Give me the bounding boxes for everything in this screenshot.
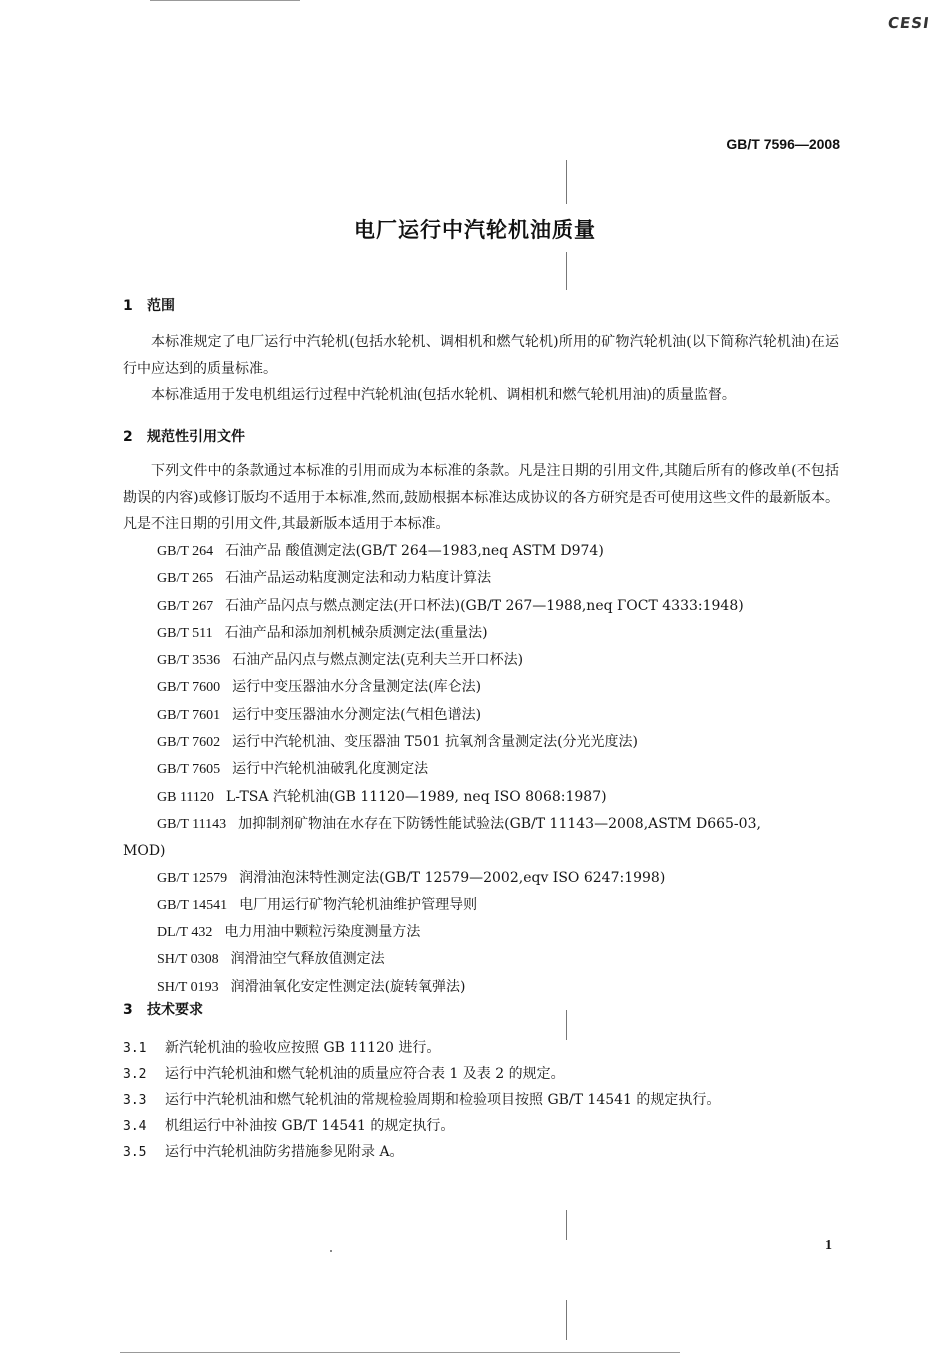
reference-title: 润滑油泡沫特性测定法(GB/T 12579—2002,eqv ISO 6247:1998) — [239, 869, 666, 886]
corner-logo: CESI — [887, 14, 932, 32]
reference-code: GB/T 264 — [157, 544, 214, 559]
scan-edge-bottom — [120, 1352, 680, 1353]
scan-speck — [330, 1250, 332, 1252]
reference-item — [123, 538, 839, 565]
reference-item — [123, 565, 839, 592]
reference-item — [123, 620, 839, 647]
reference-title: 运行中变压器油水分含量测定法(库仑法) — [232, 679, 482, 696]
requirement-text: 运行中汽轮机油和燃气轮机油的质量应符合表 1 及表 2 的规定。 — [165, 1066, 565, 1082]
reference-item — [123, 946, 839, 973]
section-title: 技术要求 — [147, 1002, 203, 1018]
requirement-text: 运行中汽轮机油防劣措施参见附录 A。 — [165, 1144, 404, 1160]
reference-code: GB/T 3536 — [157, 653, 221, 669]
reference-title: 电力用油中颗粒污染度测量方法 — [224, 924, 421, 941]
reference-title: 润滑油氧化安定性测定法(旋转氧弹法) — [230, 978, 466, 995]
reference-continuation: MOD) — [123, 843, 166, 860]
reference-title: 石油产品 酸值测定法(GB/T 264—1983,neq ASTM D974) — [225, 543, 604, 559]
scan-artifact-line — [566, 1300, 567, 1340]
reference-code: GB/T 14541 — [157, 897, 228, 913]
scan-artifact-line — [566, 160, 567, 204]
requirement-item — [123, 1141, 404, 1161]
reference-item — [123, 647, 839, 674]
reference-item — [123, 674, 839, 701]
reference-title: 加抑制剂矿物油在水存在下防锈性能试验法(GB/T 11143—2008,ASTM D665-03, — [238, 815, 761, 832]
scope-paragraph-1: 本标准规定了电厂运行中汽轮机(包括水轮机、调相机和燃气轮机)所用的矿物汽轮机油(以下简称汽轮机油)在运行中应达到的质量标准。 — [123, 334, 839, 377]
section-2-heading — [123, 426, 245, 446]
requirement-item — [123, 1115, 454, 1135]
reference-title: 电厂用运行矿物汽轮机油维护管理导则 — [239, 896, 478, 913]
requirement-number: 3.2 — [123, 1067, 147, 1082]
requirement-text: 新汽轮机油的验收应按照 GB 11120 进行。 — [165, 1040, 441, 1056]
reference-code: SH/T 0193 — [157, 979, 219, 995]
section-3-heading — [123, 999, 203, 1019]
reference-title: 石油产品闪点与燃点测定法(开口杯法)(GB/T 267—1988,neq ГОСТ 4333:1948) — [225, 597, 744, 614]
reference-item — [123, 811, 839, 838]
reference-title: 石油产品闪点与燃点测定法(克利夫兰开口杯法) — [232, 652, 524, 669]
requirement-number: 3.4 — [123, 1119, 147, 1134]
reference-title: 石油产品运动粘度测定法和动力粘度计算法 — [225, 570, 492, 587]
scan-edge-top — [150, 0, 300, 1]
page-number: 1 — [825, 1238, 832, 1253]
reference-code: GB/T 7602 — [157, 735, 221, 751]
requirement-item — [123, 1089, 720, 1109]
scan-artifact-line — [566, 1210, 567, 1240]
reference-title: 石油产品和添加剂机械杂质测定法(重量法) — [224, 624, 488, 641]
section-title: 规范性引用文件 — [147, 429, 245, 445]
reference-title: 运行中汽轮机油、变压器油 T501 抗氧剂含量测定法(分光光度法) — [232, 734, 639, 751]
section-number: 3 — [123, 1002, 133, 1018]
normative-intro: 下列文件中的条款通过本标准的引用而成为本标准的条款。凡是注日期的引用文件,其随后所有的修改单(不包括勘误的内容)或修订版均不适用于本标准,然而,鼓励根据本标准达成协议的各方研究是否可使用这些文件的最新版本。凡是不注日期的引用文件,其最新版本适用于本标准。 — [123, 463, 839, 532]
reference-code: GB/T 267 — [157, 598, 214, 614]
scan-artifact-line — [566, 252, 567, 290]
reference-item — [123, 729, 839, 756]
reference-title: 运行中变压器油水分测定法(气相色谱法) — [232, 706, 482, 723]
reference-item — [123, 702, 839, 729]
reference-title: 润滑油空气释放值测定法 — [230, 951, 385, 968]
requirement-item — [123, 1063, 565, 1083]
reference-code: GB/T 511 — [157, 625, 213, 641]
reference-item — [123, 784, 839, 811]
reference-item — [123, 865, 839, 892]
scope-paragraph-2: 本标准适用于发电机组运行过程中汽轮机油(包括水轮机、调相机和燃气轮机用油)的质量监督。 — [151, 387, 736, 403]
requirement-item — [123, 1037, 440, 1057]
reference-code: GB/T 7605 — [157, 762, 221, 778]
reference-code: GB/T 12579 — [157, 870, 228, 886]
requirement-text: 机组运行中补油按 GB/T 14541 的规定执行。 — [165, 1118, 455, 1134]
reference-code: DL/T 432 — [157, 925, 213, 941]
section-number: 1 — [123, 298, 133, 314]
reference-code: GB/T 265 — [157, 571, 214, 587]
page-title: 电厂运行中汽轮机油质量 — [354, 218, 596, 242]
reference-title: 运行中汽轮机油破乳化度测定法 — [232, 761, 429, 778]
requirement-number: 3.5 — [123, 1145, 147, 1160]
reference-list — [123, 538, 839, 1001]
requirement-number: 3.3 — [123, 1093, 147, 1108]
reference-item — [123, 756, 839, 783]
requirement-number: 3.1 — [123, 1041, 147, 1056]
section-number: 2 — [123, 429, 133, 445]
reference-title: L-TSA 汽轮机油(GB 11120—1989, neq ISO 8068:1987) — [225, 788, 607, 805]
reference-code: GB/T 7601 — [157, 707, 221, 723]
section-title: 范围 — [147, 298, 175, 314]
scan-artifact-line — [566, 1010, 567, 1040]
reference-code: GB/T 7600 — [157, 680, 221, 696]
standard-number: GB/T 7596—2008 — [726, 136, 840, 152]
reference-item — [123, 974, 839, 1001]
requirement-text: 运行中汽轮机油和燃气轮机油的常规检验周期和检验项目按照 GB/T 14541 的规定执行。 — [165, 1092, 721, 1108]
reference-code: GB 11120 — [157, 789, 214, 805]
reference-item — [123, 892, 839, 919]
section-1-heading — [123, 295, 175, 315]
reference-code: SH/T 0308 — [157, 952, 219, 968]
reference-item — [123, 593, 839, 620]
reference-item — [123, 919, 839, 946]
reference-code: GB/T 11143 — [157, 816, 227, 832]
